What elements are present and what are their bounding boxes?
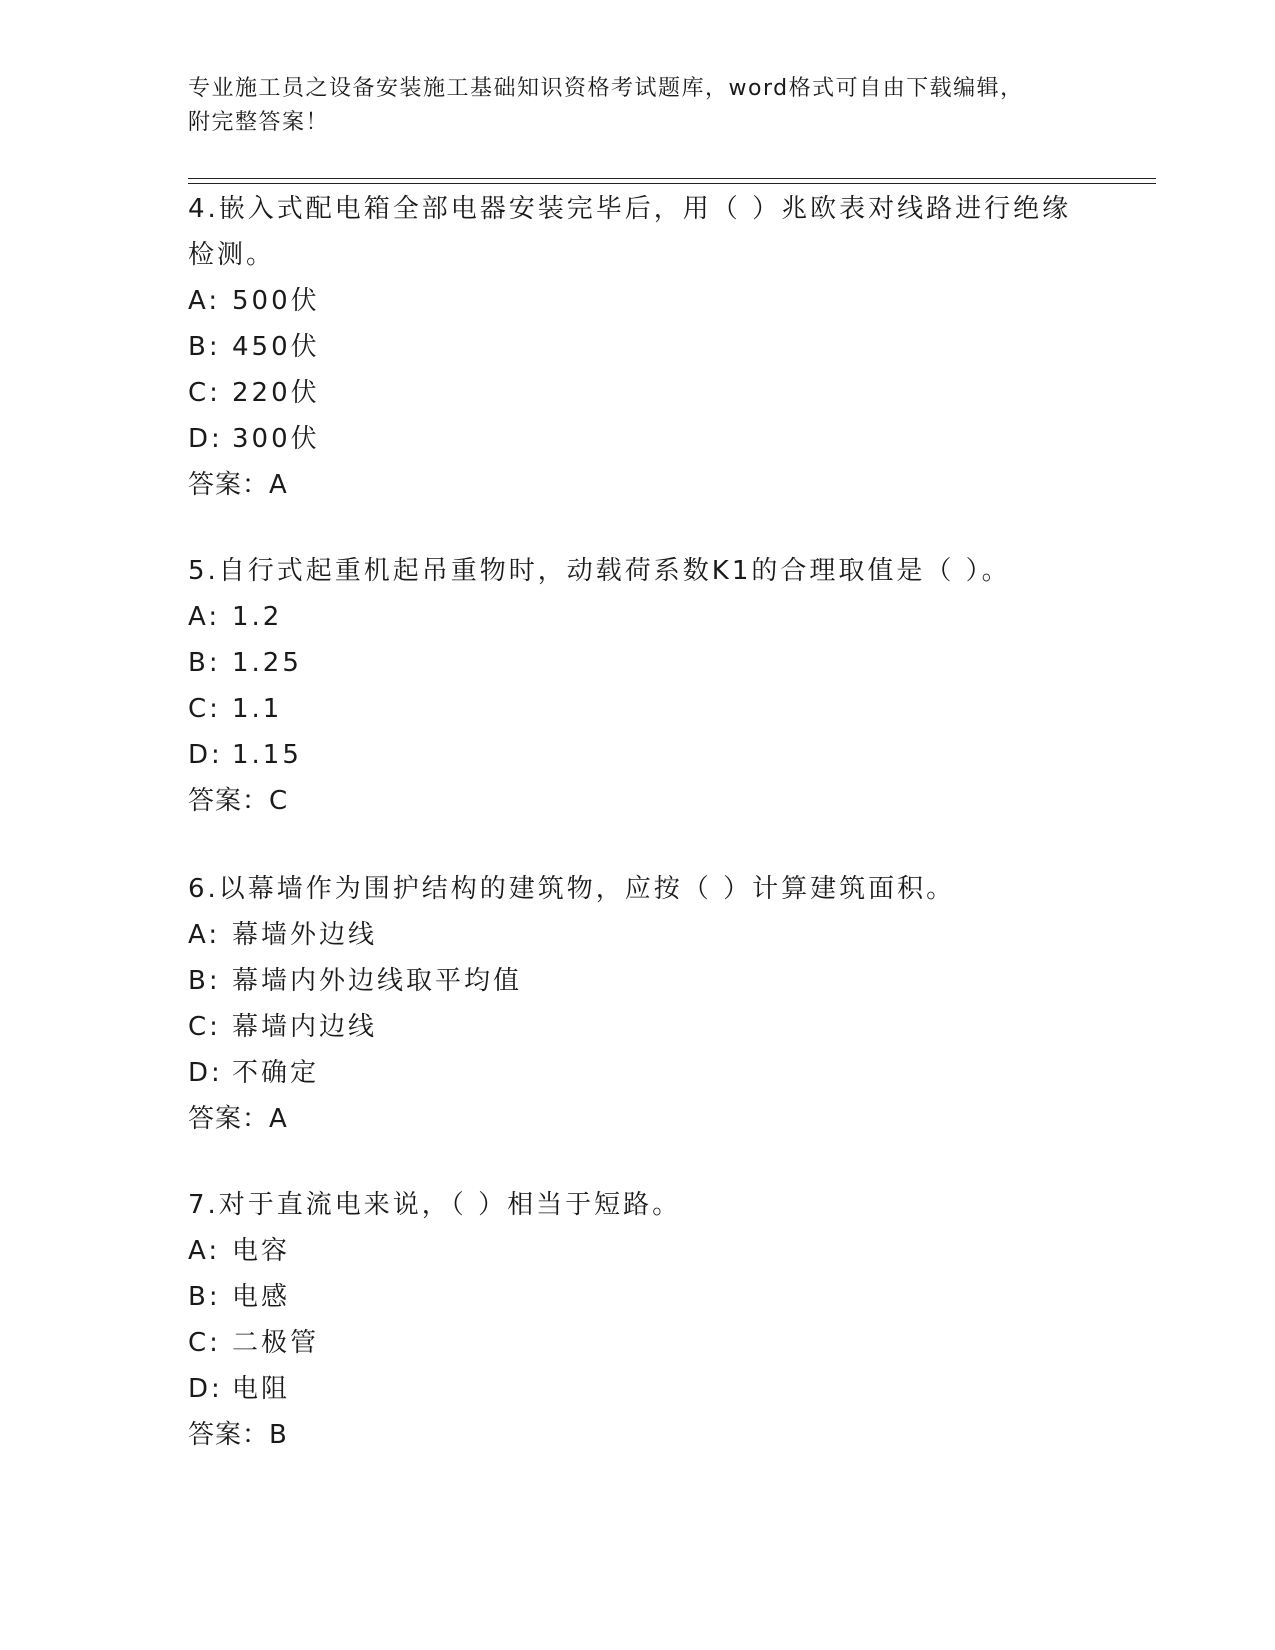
question-block-6 <box>188 866 1088 1142</box>
option-b <box>188 1274 1088 1320</box>
question-stem: 7.对于直流电来说，（ ）相当于短路。 <box>188 1190 682 1220</box>
answer-line: 答案：B <box>188 1420 288 1450</box>
option-letter: B: <box>188 1282 221 1312</box>
option-letter: C: <box>188 1328 221 1358</box>
option-letter: B: <box>188 332 221 362</box>
option-c <box>188 1320 1088 1366</box>
option-d <box>188 1366 1088 1412</box>
question-stem: 5.自行式起重机起吊重物时，动载荷系数K1的合理取值是（ ）。 <box>188 556 1011 586</box>
option-text: 1.2 <box>232 602 283 632</box>
option-c <box>188 1004 1088 1050</box>
option-a <box>188 912 1088 958</box>
answer-line: 答案：A <box>188 470 288 500</box>
answer-line: 答案：A <box>188 1104 288 1134</box>
option-d <box>188 416 1088 462</box>
option-text: 电容 <box>232 1236 291 1266</box>
question-block-5 <box>188 548 1088 824</box>
option-d <box>188 1050 1088 1096</box>
header-divider-bottom <box>188 183 1156 184</box>
option-b <box>188 958 1088 1004</box>
option-text: 幕墙外边线 <box>232 920 378 950</box>
option-a <box>188 278 1088 324</box>
option-letter: D: <box>188 1058 223 1088</box>
document-header <box>188 72 1088 140</box>
option-letter: C: <box>188 1012 221 1042</box>
option-text: 幕墙内边线 <box>232 1012 378 1042</box>
option-text: 二极管 <box>232 1328 320 1358</box>
header-line-1: 专业施工员之设备安装施工基础知识资格考试题库，word格式可自由下载编辑， <box>188 76 1024 101</box>
option-a <box>188 1228 1088 1274</box>
option-d <box>188 732 1088 778</box>
option-text: 1.1 <box>232 694 283 724</box>
option-letter: B: <box>188 966 221 996</box>
option-b <box>188 640 1088 686</box>
question-stem: 6.以幕墙作为围护结构的建筑物，应按（ ）计算建筑面积。 <box>188 874 956 904</box>
option-letter: A: <box>188 286 221 316</box>
answer-line: 答案：C <box>188 786 289 816</box>
option-text: 1.25 <box>232 648 302 678</box>
option-a <box>188 594 1088 640</box>
header-line-2: 附完整答案！ <box>188 110 330 135</box>
option-text: 1.15 <box>232 740 302 770</box>
option-c <box>188 686 1088 732</box>
option-letter: C: <box>188 694 221 724</box>
option-text: 450伏 <box>232 332 320 362</box>
question-block-4 <box>188 186 1088 508</box>
option-letter: D: <box>188 1374 223 1404</box>
option-letter: D: <box>188 424 223 454</box>
option-text: 电阻 <box>232 1374 291 1404</box>
option-text: 电感 <box>232 1282 291 1312</box>
option-letter: A: <box>188 602 221 632</box>
option-text: 500伏 <box>232 286 320 316</box>
header-divider-top <box>188 178 1156 179</box>
option-letter: B: <box>188 648 221 678</box>
option-letter: A: <box>188 1236 221 1266</box>
option-text: 220伏 <box>232 378 320 408</box>
option-letter: D: <box>188 740 223 770</box>
option-c <box>188 370 1088 416</box>
option-text: 不确定 <box>232 1058 320 1088</box>
option-b <box>188 324 1088 370</box>
question-block-7 <box>188 1182 1088 1458</box>
option-text: 300伏 <box>232 424 320 454</box>
option-text: 幕墙内外边线取平均值 <box>232 966 523 996</box>
option-letter: A: <box>188 920 221 950</box>
option-letter: C: <box>188 378 221 408</box>
question-stem: 4.嵌入式配电箱全部电器安装完毕后，用（ ）兆欧表对线路进行绝缘检测。 <box>188 194 1072 270</box>
